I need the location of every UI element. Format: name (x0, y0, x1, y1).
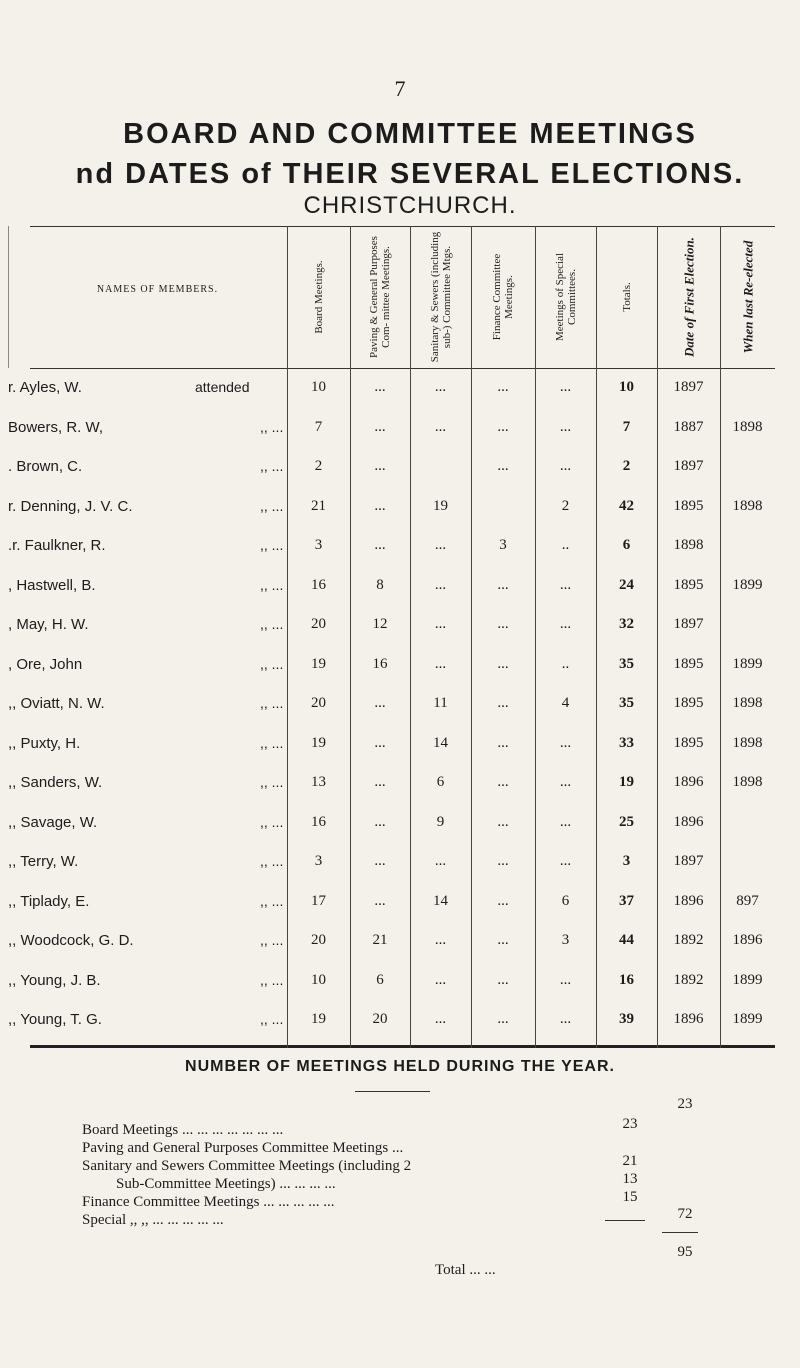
member-name: r. Denning, J. V. C. (8, 497, 133, 515)
cell-special: ... (559, 734, 572, 751)
cell-total: 2 (622, 458, 631, 474)
cell-first: 1892 (673, 932, 704, 948)
cell-last: 1899 (732, 1011, 763, 1027)
cell-last: 1898 (732, 695, 763, 711)
ditto-mark: ,, ... (260, 932, 284, 948)
page-subtitle: nd DATES of THEIR SEVERAL ELECTIONS. (75, 158, 745, 190)
cell-first: 1892 (673, 971, 704, 988)
member-name: ,, Young, J. B. (8, 971, 101, 989)
ditto-mark: ,, ... (260, 892, 284, 909)
summary-special-label: Special ,, ,, ... ... ... ... ... (82, 1212, 224, 1228)
table-row (8, 962, 775, 1003)
column-divider (8, 226, 9, 368)
cell-first: 1895 (673, 497, 704, 514)
ditto-mark: ,, ... (260, 813, 284, 830)
cell-special: ... (559, 853, 572, 869)
cell-special: ... (559, 616, 572, 632)
table-row (8, 843, 775, 884)
cell-special: 4 (561, 695, 570, 711)
cell-board: 2 (314, 458, 323, 474)
cell-sanitary: 11 (433, 695, 448, 711)
cell-sanitary: ... (434, 853, 447, 869)
ditto-mark: ,, ... (260, 497, 284, 514)
table-row (8, 883, 775, 924)
cell-special: 3 (561, 932, 570, 948)
cell-board: 3 (314, 537, 323, 553)
cell-special: .. (561, 537, 570, 553)
cell-finance: ... (497, 932, 509, 948)
cell-finance: ... (497, 774, 509, 790)
table-row (8, 804, 775, 845)
ditto-mark: ,, ... (260, 774, 284, 790)
cell-paving: 6 (376, 971, 384, 988)
ditto-mark: ,, ... (260, 853, 284, 869)
member-name: ,, Oviatt, N. W. (8, 695, 105, 712)
cell-paving: ... (374, 497, 386, 514)
header-when-last-re-elected: When last Re-elected (740, 240, 755, 354)
cell-paving: ... (374, 813, 386, 830)
cell-sanitary: ... (434, 616, 447, 632)
member-name: r. Ayles, W. (8, 379, 82, 396)
cell-sanitary: ... (434, 537, 447, 553)
member-name: ,, Tiplady, E. (8, 892, 90, 910)
cell-finance: ... (497, 695, 509, 711)
cell-paving: ... (374, 774, 386, 790)
header-names-of-members: NAMES OF MEMBERS. (96, 284, 219, 295)
cell-last: 1899 (732, 971, 763, 988)
cell-total: 35 (619, 695, 634, 711)
table-row (8, 369, 775, 410)
ditto-mark: ,, ... (260, 971, 284, 988)
summary-total-rule (662, 1232, 698, 1233)
cell-total: 44 (619, 932, 634, 948)
cell-special: 6 (561, 892, 570, 909)
cell-last: 1898 (732, 497, 763, 514)
cell-sanitary: ... (434, 932, 447, 948)
cell-paving: ... (374, 537, 386, 553)
summary-sanitary-label-2: Sub-Committee Meetings) ... ... ... ... (116, 1176, 336, 1192)
summary-sanitary-label: Sanitary and Sewers Committee Meetings (including 2 (82, 1158, 412, 1174)
cell-sanitary: 14 (433, 892, 448, 909)
cell-sanitary: ... (434, 379, 447, 395)
cell-board: 10 (311, 971, 326, 988)
cell-first: 1897 (673, 853, 704, 869)
cell-sanitary: ... (434, 418, 447, 435)
cell-board: 3 (314, 853, 323, 869)
cell-board: 20 (311, 932, 326, 948)
cell-special: ... (559, 576, 572, 593)
table-row (8, 567, 775, 608)
header-paving-meetings: Paving & General Purposes Com- mittee Meetings. (368, 236, 392, 358)
summary-finance-value: 13 (622, 1171, 638, 1187)
cell-total: 3 (622, 853, 631, 869)
cell-finance: ... (497, 1011, 509, 1027)
member-name: ,, Savage, W. (8, 813, 98, 831)
cell-paving: ... (374, 853, 386, 869)
cell-paving: ... (374, 418, 386, 435)
cell-first: 1897 (673, 616, 704, 632)
ditto-mark: ,, ... (260, 576, 284, 593)
cell-finance: ... (497, 853, 509, 869)
table-row (8, 685, 775, 726)
cell-board: 10 (311, 379, 326, 395)
cell-last: 897 (736, 892, 759, 909)
summary-rule (355, 1091, 430, 1092)
table-row (8, 448, 775, 489)
summary-total-value: 95 (677, 1244, 693, 1260)
header-date-first-election: Date of First Election. (681, 237, 696, 357)
cell-total: 10 (619, 379, 634, 395)
cell-finance: ... (497, 458, 509, 474)
cell-finance: ... (497, 655, 509, 672)
cell-sanitary: ... (434, 971, 447, 988)
cell-first: 1896 (673, 774, 704, 790)
cell-board: 7 (314, 418, 323, 435)
cell-first: 1895 (673, 695, 704, 711)
cell-paving: 12 (372, 616, 388, 632)
member-name: Bowers, R. W, (8, 418, 104, 436)
member-name: . Brown, C. (8, 458, 83, 475)
cell-paving: ... (374, 695, 386, 711)
cell-special: .. (561, 655, 570, 672)
cell-paving: 16 (372, 655, 388, 672)
cell-paving: 21 (372, 932, 388, 948)
page-number: 7 (394, 76, 406, 101)
cell-total: 7 (622, 418, 631, 435)
summary-board-label: Board Meetings ... ... ... ... ... ... ... (82, 1122, 284, 1138)
table-row (8, 488, 775, 529)
cell-special: ... (559, 971, 572, 988)
cell-first: 1887 (673, 418, 704, 435)
summary-paving-value: 23 (622, 1116, 638, 1132)
header-finance-meetings: Finance Committee Meetings. (491, 253, 515, 341)
cell-special: ... (559, 774, 572, 790)
cell-finance: ... (497, 616, 509, 632)
ditto-mark: ,, ... (260, 537, 284, 553)
member-name: ,, Young, T. G. (8, 1011, 102, 1028)
cell-last: 1898 (732, 734, 763, 751)
summary-subtotal-rule (605, 1220, 645, 1221)
cell-finance: ... (497, 418, 509, 435)
table-row (8, 922, 775, 963)
cell-total: 42 (619, 497, 634, 514)
cell-total: 35 (619, 655, 634, 672)
cell-paving: ... (374, 892, 386, 909)
cell-sanitary: 19 (433, 497, 448, 514)
summary-subtotal-value: 72 (677, 1206, 693, 1222)
cell-special: ... (559, 813, 572, 830)
member-name: .r. Faulkner, R. (8, 537, 106, 554)
summary-paving-label: Paving and General Purposes Committee Meetings ... (82, 1140, 404, 1156)
cell-paving: ... (374, 379, 386, 395)
cell-last: 1896 (732, 932, 763, 948)
cell-sanitary: ... (434, 1011, 447, 1027)
cell-finance: ... (497, 813, 509, 830)
cell-finance: ... (497, 379, 509, 395)
page-title: BOARD AND COMMITTEE MEETINGS (123, 118, 697, 150)
meetings-table (8, 226, 775, 1048)
cell-board: 20 (311, 616, 326, 632)
cell-first: 1897 (673, 379, 704, 395)
cell-first: 1896 (673, 813, 704, 830)
table-row (8, 764, 775, 805)
header-totals: Totals. (620, 282, 633, 312)
ditto-mark: ,, ... (260, 458, 284, 474)
ditto-mark: attended (195, 379, 250, 395)
summary-special-value: 15 (622, 1189, 638, 1205)
summary-sanitary-value: 21 (622, 1153, 638, 1169)
summary-finance-label: Finance Committee Meetings ... ... ... ... ... (82, 1194, 335, 1210)
cell-special: ... (559, 1011, 572, 1027)
table-row (8, 409, 775, 450)
ditto-mark: ,, ... (260, 1011, 284, 1027)
member-name: , Ore, John (8, 655, 83, 673)
cell-finance: ... (497, 576, 509, 593)
table-row (8, 646, 775, 687)
header-sanitary-meetings: Sanitary & Sewers (including sub-) Committee Mtgs. (428, 231, 453, 363)
cell-special: ... (559, 458, 572, 474)
cell-total: 32 (619, 616, 634, 632)
cell-total: 19 (619, 774, 634, 790)
cell-first: 1897 (673, 458, 704, 474)
cell-first: 1895 (673, 734, 704, 751)
cell-total: 16 (619, 971, 634, 988)
cell-last: 1898 (732, 774, 763, 790)
cell-finance: ... (497, 734, 509, 751)
cell-sanitary: ... (434, 576, 447, 593)
cell-board: 19 (311, 1011, 326, 1027)
cell-special: ... (559, 379, 572, 395)
table-row (8, 606, 775, 647)
header-special-meetings: Meetings of Special Committees. (553, 253, 578, 341)
cell-board: 16 (311, 576, 326, 593)
cell-total: 24 (619, 576, 634, 593)
cell-total: 39 (619, 1011, 634, 1027)
member-name: ,, Woodcock, G. D. (8, 932, 134, 949)
member-name: , May, H. W. (8, 616, 89, 633)
table-row (8, 1001, 775, 1042)
ditto-mark: ,, ... (260, 616, 284, 632)
cell-finance: ... (497, 971, 509, 988)
cell-paving: 20 (372, 1011, 388, 1027)
cell-finance: ... (497, 892, 509, 909)
cell-first: 1898 (673, 537, 704, 553)
cell-board: 20 (311, 695, 326, 711)
member-name: ,, Sanders, W. (8, 774, 103, 791)
cell-paving: ... (374, 458, 386, 474)
member-name: ,, Puxty, H. (8, 734, 81, 752)
ditto-mark: ,, ... (260, 734, 284, 751)
cell-paving: ... (374, 734, 386, 751)
ditto-mark: ,, ... (260, 695, 284, 711)
summary-total-label: Total ... ... (435, 1262, 496, 1278)
table-bottom-rule (30, 1045, 775, 1048)
cell-first: 1895 (673, 576, 704, 593)
cell-first: 1896 (673, 1011, 704, 1027)
ditto-mark: ,, ... (260, 655, 284, 672)
table-row (8, 725, 775, 766)
cell-board: 21 (311, 497, 326, 514)
table-row (8, 527, 775, 568)
cell-last: 1899 (732, 576, 763, 593)
cell-paving: 8 (376, 576, 384, 593)
summary-board-value: 23 (677, 1096, 693, 1112)
cell-total: 6 (622, 537, 631, 553)
cell-first: 1896 (673, 892, 704, 909)
cell-total: 33 (619, 734, 634, 751)
cell-finance: 3 (499, 537, 507, 553)
cell-first: 1895 (673, 655, 704, 672)
cell-sanitary: 6 (436, 774, 445, 790)
header-board-meetings: Board Meetings. (312, 260, 325, 334)
member-name: ,, Terry, W. (8, 853, 79, 870)
cell-board: 19 (311, 734, 326, 751)
district-title: CHRISTCHURCH. (303, 192, 517, 219)
cell-board: 13 (311, 774, 326, 790)
cell-sanitary: 14 (433, 734, 448, 751)
summary-title: NUMBER OF MEETINGS HELD DURING THE YEAR. (185, 1058, 615, 1075)
cell-last: 1898 (732, 418, 763, 435)
cell-sanitary: 9 (436, 813, 445, 830)
cell-board: 17 (311, 892, 326, 909)
member-name: , Hastwell, B. (8, 576, 96, 594)
cell-sanitary: ... (434, 655, 447, 672)
cell-board: 16 (311, 813, 326, 830)
cell-board: 19 (311, 655, 326, 672)
cell-last: 1899 (732, 655, 763, 672)
cell-special: 2 (561, 497, 570, 514)
cell-total: 37 (619, 892, 634, 909)
ditto-mark: ,, ... (260, 418, 284, 435)
cell-total: 25 (619, 813, 634, 830)
cell-special: ... (559, 418, 572, 435)
